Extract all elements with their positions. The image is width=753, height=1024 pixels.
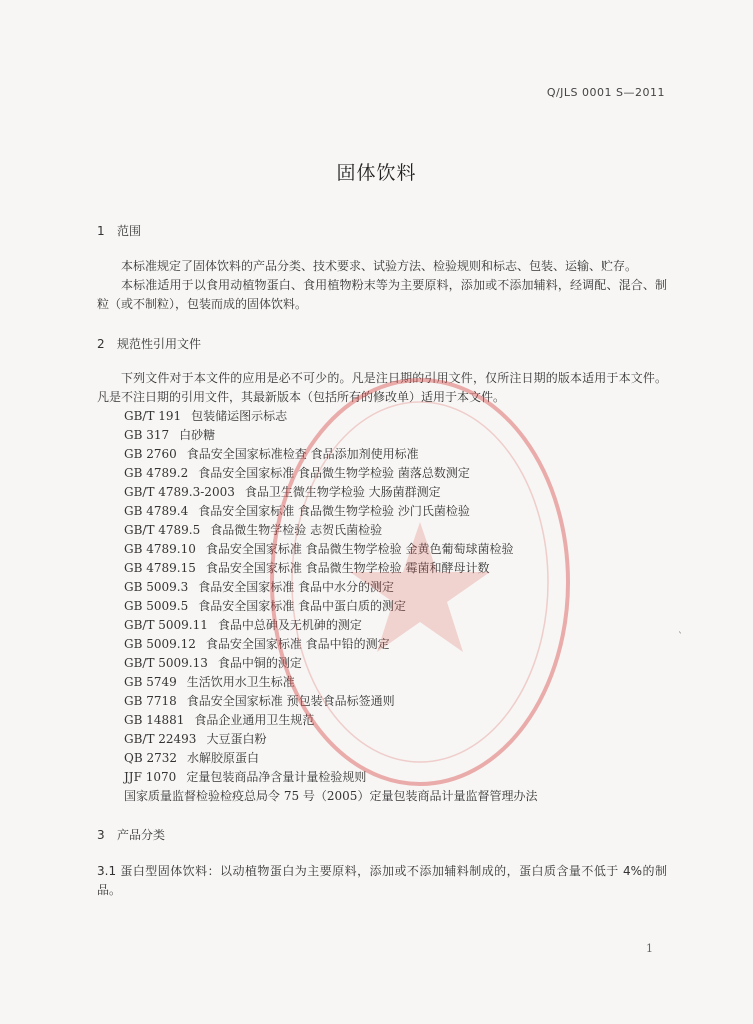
ref-code: GB 5749 [124,675,177,689]
page-number: 1 [646,942,653,955]
ref-code: GB 7718 [124,694,177,708]
ref-name: 食品企业通用卫生规范 [194,713,315,727]
ref-name: 食品安全国家标准 食品中水分的测定 [198,580,395,594]
ref-code: GB/T 5009.13 [124,656,208,670]
document-code: Q/JLS 0001 S—2011 [546,86,665,99]
ref-name: 定量包装商品净含量计量检验规则 [186,770,367,784]
ref-code: GB 2760 [124,447,177,461]
section-title: 规范性引用文件 [117,337,202,351]
ref-code: GB 5009.12 [124,637,196,651]
ref-code: GB 5009.3 [124,580,189,594]
section-1-paragraph-1: 本标准规定了固体饮料的产品分类、技术要求、试验方法、检验规则和标志、包装、运输、贮存。 [121,259,638,273]
ref-name: 食品安全国家标准 食品中蛋白质的测定 [198,599,407,613]
ref-code: GB 4789.4 [124,504,189,518]
ref-code: GB/T 191 [124,409,182,423]
ref-code: QB 2732 [124,751,178,765]
ref-name: 水解胶原蛋白 [187,751,260,765]
section-1-paragraph-2: 本标准适用于以食用动植物蛋白、食用植物粉末等为主要原料，添加或不添加辅料，经调配、混合、制粒（或不制粒），包装而成的固体饮料。 [97,278,667,311]
ref-code: GB 4789.10 [124,542,196,556]
ref-code: GB 4789.2 [124,466,189,480]
ref-code: JJF 1070 [124,770,177,784]
ref-name: 国家质量监督检验检疫总局令 75 号（2005）定量包装商品计量监督管理办法 [124,789,538,803]
section-title: 范围 [117,224,142,238]
ref-name: 食品中总砷及无机砷的测定 [217,618,362,632]
ref-code: GB 14881 [124,713,185,727]
section-2-heading [97,335,201,352]
registration-stamp [265,372,575,792]
ref-name: 食品安全国家标准 预包装食品标签通则 [186,694,395,708]
section-number: 2 [97,337,105,351]
document-title: 固体饮料 [336,162,417,184]
ref-name: 食品安全国家标准 食品中铅的测定 [205,637,390,651]
ref-code: GB/T 4789.5 [124,523,201,537]
ref-name: 食品安全国家标准检查 食品添加剂使用标准 [186,447,419,461]
ref-name: 生活饮用水卫生标准 [186,675,295,689]
ref-name: 食品微生物学检验 志贺氏菌检验 [210,523,383,537]
ref-code: GB/T 22493 [124,732,197,746]
section-1-heading [97,222,141,239]
ref-name: 包装储运图示标志 [191,409,288,423]
section-title: 产品分类 [117,828,166,842]
stamp-star [350,522,490,652]
ref-code: GB/T 4789.3-2003 [124,485,235,499]
section-3-paragraph-1: 3.1 蛋白型固体饮料：以动植物蛋白为主要原料，添加或不添加辅料制成的，蛋白质含量不低于 4%的制品。 [97,864,667,897]
ref-name: 食品中铜的测定 [217,656,302,670]
ref-name: 食品安全国家标准 食品微生物学检验 金黄色葡萄球菌检验 [205,542,514,556]
ref-name: 食品安全国家标准 食品微生物学检验 菌落总数测定 [198,466,470,480]
section-number: 1 [97,224,105,238]
ref-name: 白砂糖 [179,428,216,442]
ref-name: 大豆蛋白粉 [206,732,267,746]
ref-code: GB 317 [124,428,170,442]
scan-mark: ˋ [678,632,683,643]
section-2-intro: 下列文件对于本文件的应用是必不可少的。凡是注日期的引用文件，仅所注日期的版本适用于本文件。凡是不注日期的引用文件，其最新版本（包括所有的修改单）适用于本文件。 [97,371,667,404]
section-number: 3 [97,828,105,842]
ref-code: GB 5009.5 [124,599,189,613]
ref-name: 食品安全国家标准 食品微生物学检验 沙门氏菌检验 [198,504,470,518]
ref-name: 食品安全国家标准 食品微生物学检验 霉菌和酵母计数 [205,561,490,575]
ref-code: GB 4789.15 [124,561,196,575]
section-3-heading [97,826,165,843]
ref-code: GB/T 5009.11 [124,618,208,632]
ref-name: 食品卫生微生物学检验 大肠菌群测定 [244,485,441,499]
